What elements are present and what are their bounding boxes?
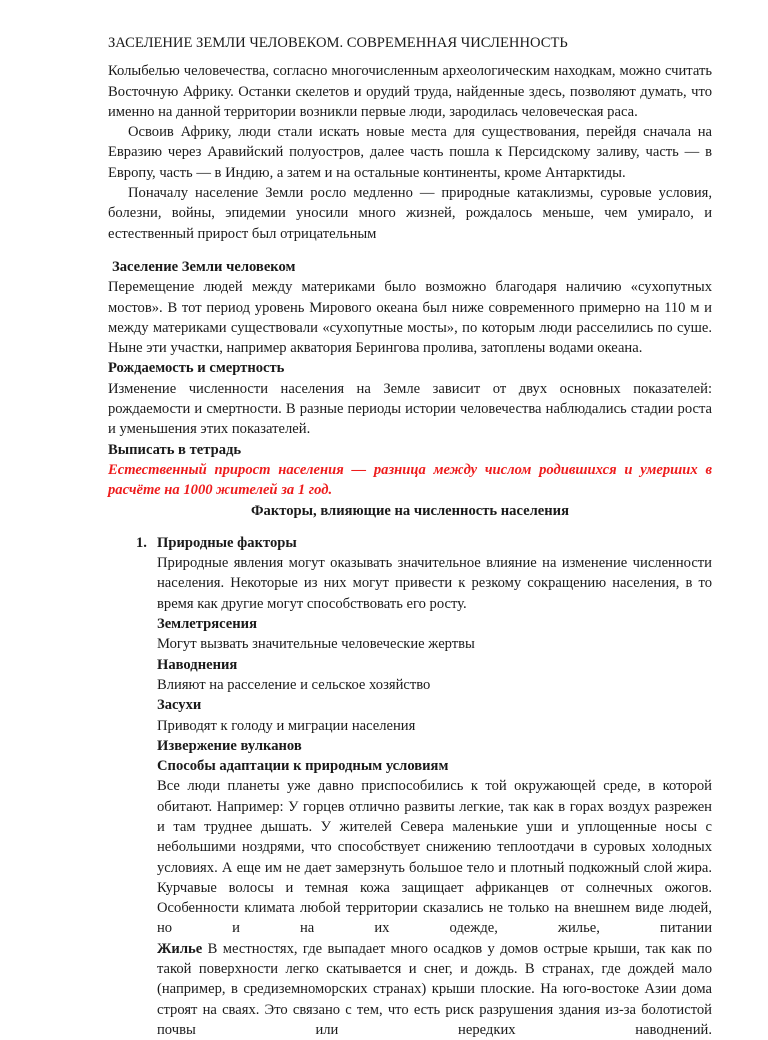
settlement-text: Перемещение людей между материками было возможно благодаря наличию «сухопутных мостов». В тот период уровень Мирового океана был ниже современного примерно на 110 м и между материками существовали «сухопутные мосты», по которым люди расселились по суше. Ныне эти участки, например акватория Берингова пролива, затоплены водами океана. [108, 279, 712, 357]
intro-paragraph-2: Освоив Африку, люди стали искать новые места для существования, перейдя сначала на Евразию через Аравийский полуостров, далее часть пошла к Персидскому заливу, часть — в Европу, часть — в Индию, а затем и на остальные континенты, кроме Антарктиды. [108, 124, 712, 181]
natural-increase-definition: Естественный прирост населения — разница между числом родившихся и умерших в расчёте на 1000 жителей за 1 год. [108, 461, 712, 499]
adaptation-heading: Способы адаптации к природным условиям [157, 758, 449, 775]
droughts-text: Приводят к голоду и миграции населения [157, 717, 416, 734]
list-number: 1. [136, 534, 147, 551]
intro-paragraph-1: Колыбелью человечества, согласно многочисленным археологическим находкам, можно считать Восточную Африку. Останки скелетов и орудий труда, найденные здесь, позволяют думать, что именно на данной территории возникли первые люди, зародилась человеческая раса. [108, 63, 712, 120]
factor-text: Природные явления могут оказывать значительное влияние на изменение численности населения. Некоторые из них могут привести к резкому сокращению населения, в то время как другие могут способствовать его росту. [157, 555, 712, 612]
spacer [108, 244, 712, 257]
birth-death-text: Изменение численности населения на Земле зависит от двух основных показателей: рождаемости и смертности. В разные периоды истории человечества наблюдались стадии роста и уменьшения этих показателей. [108, 380, 712, 438]
housing-label: Жилье [157, 940, 203, 957]
earthquakes-heading: Землетрясения [157, 616, 257, 633]
housing-paragraph [157, 939, 712, 1040]
factors-list [108, 533, 712, 1040]
document-title: ЗАСЕЛЕНИЕ ЗЕМЛИ ЧЕЛОВЕКОМ. СОВРЕМЕННАЯ ЧИСЛЕННОСТЬ [108, 35, 568, 51]
factor-title: Природные факторы [157, 534, 297, 551]
volcanoes-heading: Извержение вулканов [157, 737, 302, 754]
notebook-heading: Выписать в тетрадь [108, 441, 242, 458]
earthquakes-text: Могут вызвать значительные человеческие жертвы [157, 636, 475, 653]
adaptation-text: Все люди планеты уже давно приспособились к той окружающей среде, в которой обитают. Например: У горцев отлично развиты легкие, так как в горах воздух разрежен и там труднее дышать. У жителей Севера маленькие уши и уплощенные носы с небольшими ноздрями, что способствует снижению теплоотдачи в суровых холодных условиях. А еще им не дает замерзнуть большое тело и плотный подкожный слой жира. Курчавые волосы и темная кожа защищает африканцев от солнечных ожогов. Особенности климата любой территории сказались не только на внешнем виде людей, но и на их одежде, жилье, питании [157, 778, 712, 937]
droughts-heading: Засухи [157, 697, 202, 714]
floods-text: Влияют на расселение и сельское хозяйство [157, 676, 431, 693]
factor-item-natural [108, 533, 712, 1040]
factors-heading: Факторы, влияющие на численность населения [251, 502, 569, 519]
settlement-heading: Заселение Земли человеком [112, 258, 296, 275]
housing-text: В местностях, где выпадает много осадков у домов острые крыши, так как по такой поверхности легко скатывается и снег, и дождь. В странах, где дождей мало (например, в средиземноморских странах) крыши плоские. На юго-востоке Азии дома строят на сваях. Это связано с тем, что есть риск разрушения здания из-за болотистой почвы или нередких наводнений. [157, 940, 712, 1038]
floods-heading: Наводнения [157, 656, 238, 673]
intro-paragraph-3: Поначалу население Земли росло медленно — природные катаклизмы, суровые условия, болезни, войны, эпидемии уносили много жизней, рождалось меньше, чем умирало, и естественный прирост был отрицательным [108, 185, 712, 242]
document-page [108, 33, 712, 1040]
birth-death-heading: Рождаемость и смертность [108, 360, 285, 377]
